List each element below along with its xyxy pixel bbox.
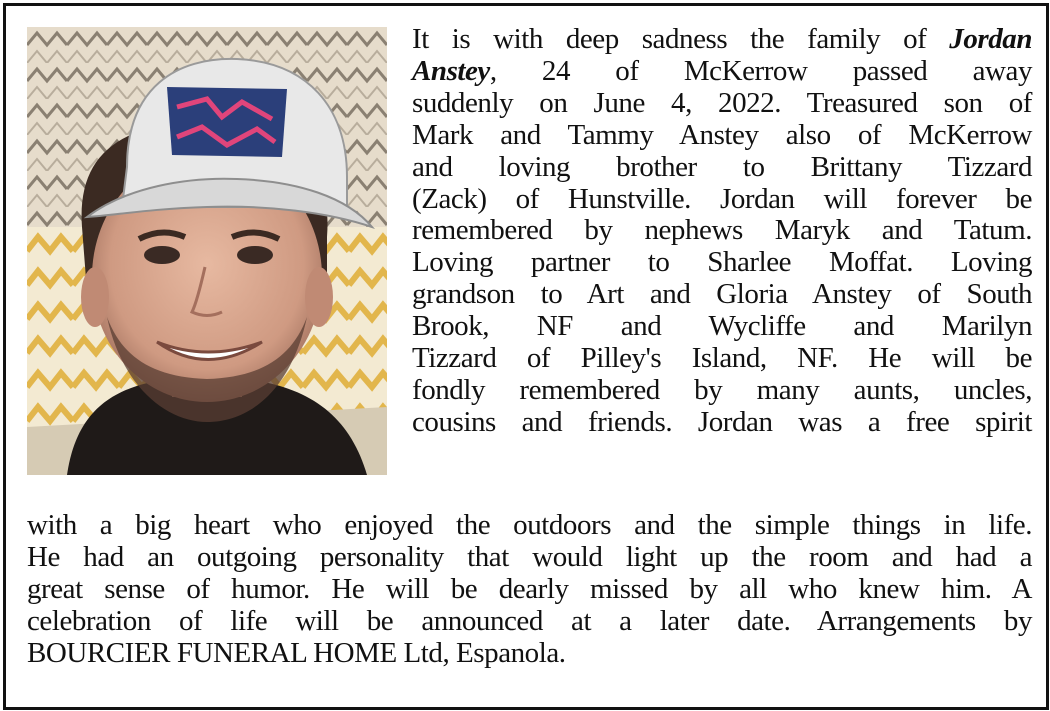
text-line: (Zack) of Hunstville. Jordan will forever be: [412, 182, 1032, 215]
text-line: He had an outgoing personality that would light up the room and had a: [27, 540, 1032, 573]
obituary-frame: [3, 3, 1049, 710]
text-line: celebration of life will be announced at a later date. Arrangements by: [27, 604, 1032, 637]
portrait-photo-icon: [27, 27, 387, 475]
text-line: and loving brother to Brittany Tizzard: [412, 150, 1032, 183]
text-line: Anstey, 24 of McKerrow passed away: [412, 54, 1032, 87]
obituary-text-beside-photo: [412, 24, 1032, 439]
text-line: great sense of humor. He will be dearly missed by all who knew him. A: [27, 572, 1032, 605]
text-line: grandson to Art and Gloria Anstey of South: [412, 278, 1032, 311]
obituary-text-full-width: [27, 510, 1032, 670]
text-line: Brook, NF and Wycliffe and Marilyn: [412, 310, 1032, 343]
text-line: It is with deep sadness the family of Jordan: [412, 23, 1032, 55]
text-line: cousins and friends. Jordan was a free spirit: [412, 405, 1032, 438]
text-line: fondly remembered by many aunts, uncles,: [412, 373, 1032, 406]
text-line: Tizzard of Pilley's Island, NF. He will be: [412, 342, 1032, 375]
text-line: Mark and Tammy Anstey also of McKerrow: [412, 118, 1032, 151]
text-line: BOURCIER FUNERAL HOME Ltd, Espanola.: [27, 636, 566, 669]
text-line: suddenly on June 4, 2022. Treasured son of: [412, 86, 1032, 119]
text-line: Loving partner to Sharlee Moffat. Loving: [412, 246, 1032, 279]
portrait-photo: [27, 27, 387, 475]
text-line: remembered by nephews Maryk and Tatum.: [412, 214, 1032, 247]
text-line: with a big heart who enjoyed the outdoors and the simple things in life.: [27, 509, 1032, 541]
